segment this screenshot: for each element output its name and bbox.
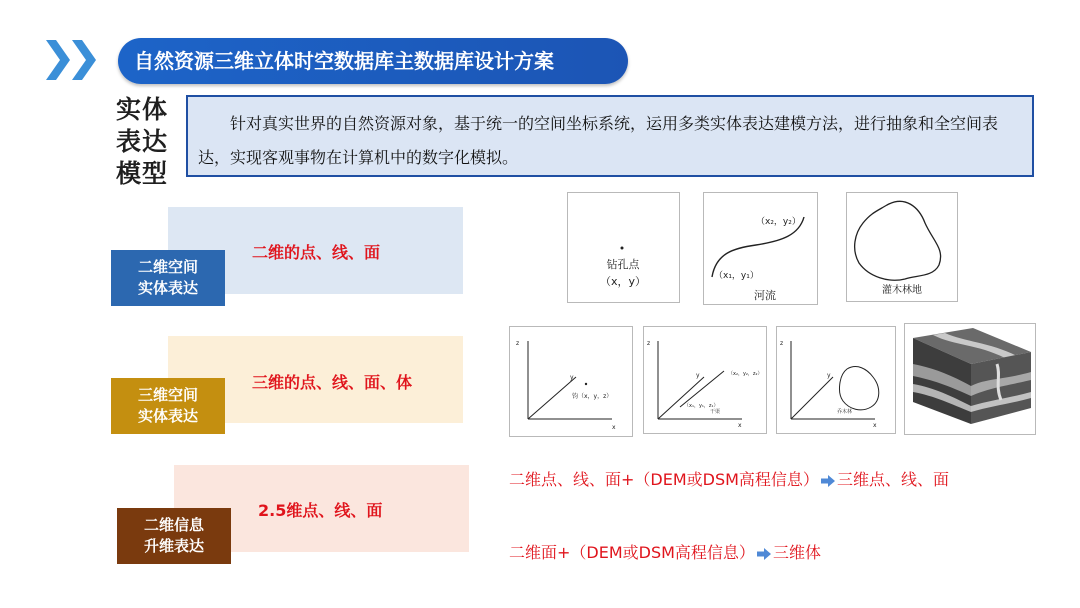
section-title-line: 实体 bbox=[116, 95, 169, 124]
panel-2d-line bbox=[703, 192, 818, 305]
row-tag-2d bbox=[111, 250, 225, 306]
panel-2d-polygon bbox=[846, 192, 958, 302]
panel-3d-polygon bbox=[776, 326, 896, 434]
svg-text:乔木林: 乔木林 bbox=[837, 409, 853, 415]
axes-polygon-figure bbox=[777, 327, 895, 433]
panel-3d-point bbox=[509, 326, 633, 437]
row-tag-25d bbox=[117, 508, 231, 564]
intro-text-box: 针对真实世界的自然资源对象，基于统一的空间坐标系统，运用多类实体表达建模方法，进行抽象和全空间表达，实现客观事物在计算机中的数字化模拟。 bbox=[186, 95, 1034, 177]
chevron-icon bbox=[46, 40, 72, 80]
panel-2d-point bbox=[567, 192, 680, 303]
svg-text:（x，y）: （x，y） bbox=[599, 275, 647, 288]
svg-text:y: y bbox=[570, 374, 574, 381]
row-tag-line: 三维空间 bbox=[137, 386, 198, 404]
section-title bbox=[116, 94, 176, 190]
row-label-25d: 2.5维点、线、面 bbox=[258, 501, 383, 520]
point-figure bbox=[568, 193, 679, 302]
svg-text:x: x bbox=[612, 424, 616, 431]
row-tag-line: 实体表达 bbox=[137, 279, 198, 297]
geology-block-figure bbox=[905, 324, 1035, 434]
svg-text:钻孔点: 钻孔点 bbox=[606, 258, 640, 271]
section-title-line: 表达 bbox=[116, 127, 169, 156]
chevron-icon bbox=[72, 40, 98, 80]
arrow-right-icon bbox=[821, 475, 835, 487]
axes-point-figure bbox=[510, 327, 632, 436]
formula-right: 三维点、线、面 bbox=[836, 470, 949, 489]
svg-text:z: z bbox=[516, 340, 520, 347]
svg-text:（x₁，y₁）: （x₁，y₁） bbox=[714, 271, 759, 281]
arrow-right-icon bbox=[757, 548, 771, 560]
svg-text:（x₁，y₁，z₁）: （x₁，y₁，z₁） bbox=[684, 403, 719, 409]
svg-text:钧（x，y，z）: 钧（x，y，z） bbox=[572, 393, 613, 400]
svg-text:灌木林地: 灌木林地 bbox=[882, 285, 922, 296]
axes-line-figure bbox=[644, 327, 766, 433]
row-label-2d: 二维的点、线、面 bbox=[252, 243, 381, 262]
row-tag-line: 二维信息 bbox=[143, 516, 204, 534]
svg-text:y: y bbox=[696, 372, 700, 379]
svg-text:河流: 河流 bbox=[754, 289, 776, 302]
polygon-figure bbox=[847, 193, 957, 301]
svg-text:干渠: 干渠 bbox=[710, 409, 721, 415]
panel-3d-line bbox=[643, 326, 767, 434]
svg-text:z: z bbox=[647, 340, 651, 347]
svg-text:x: x bbox=[738, 422, 742, 429]
formula-left: 二维面+（DEM或DSM高程信息） bbox=[509, 543, 755, 562]
row-tag-3d bbox=[111, 378, 225, 434]
svg-text:y: y bbox=[827, 372, 831, 379]
svg-text:（x₂，y₂）: （x₂，y₂） bbox=[756, 217, 801, 227]
formula-row bbox=[509, 540, 821, 563]
svg-text:z: z bbox=[780, 340, 784, 347]
line-figure bbox=[704, 193, 817, 304]
panel-3d-volume bbox=[904, 323, 1036, 435]
section-title-line: 模型 bbox=[116, 159, 169, 188]
row-tag-line: 二维空间 bbox=[137, 258, 198, 276]
formula-right: 三维体 bbox=[772, 543, 821, 562]
row-tag-line: 升维表达 bbox=[143, 537, 204, 555]
formula-row bbox=[509, 467, 949, 490]
row-tag-line: 实体表达 bbox=[137, 407, 198, 425]
svg-text:x: x bbox=[873, 422, 877, 429]
svg-text:（x₂，y₂，z₂）: （x₂，y₂，z₂） bbox=[728, 371, 763, 377]
row-label-3d: 三维的点、线、面、体 bbox=[252, 373, 413, 392]
formula-left: 二维点、线、面+（DEM或DSM高程信息） bbox=[509, 470, 819, 489]
page-title: 自然资源三维立体时空数据库主数据库设计方案 bbox=[118, 38, 628, 84]
